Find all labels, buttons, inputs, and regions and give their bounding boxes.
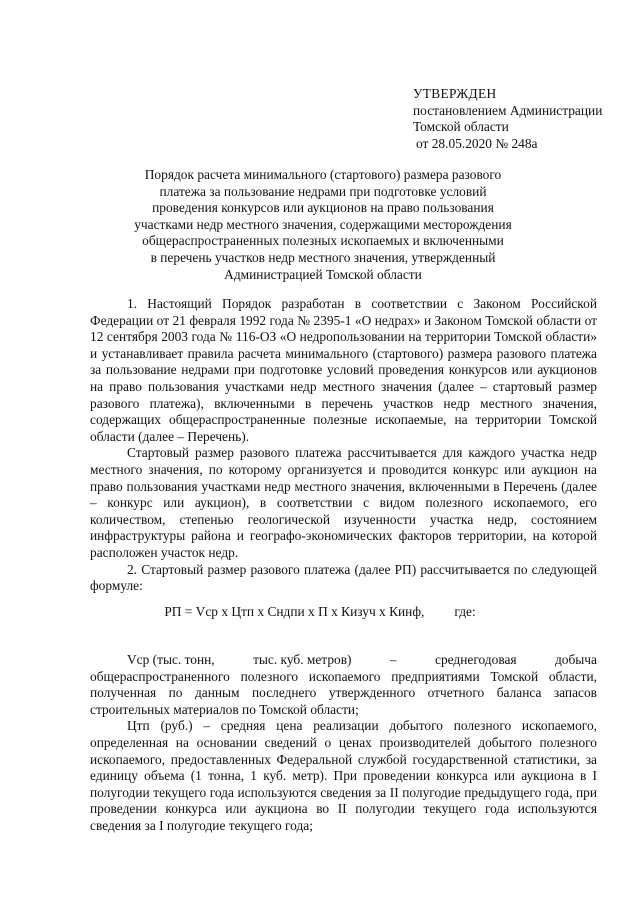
vcp-col: среднегодовая bbox=[435, 652, 517, 667]
formula-expression: РП = Vср x Цтп x Сндпи x П x Кизуч x Кинф, bbox=[164, 604, 425, 619]
title-line: Администрацией Томской области bbox=[224, 266, 422, 282]
approval-line: Томской области bbox=[413, 119, 509, 135]
vcp-col: Vср (тыс. тонн, bbox=[127, 652, 215, 667]
document-title bbox=[130, 167, 516, 283]
title-line: проведения конкурсов или аукционов на право пользования bbox=[152, 200, 494, 216]
approval-date-line: от 28.05.2020 № 248а bbox=[416, 135, 538, 151]
formula bbox=[0, 604, 640, 621]
title-line: в перечень участков недр местного значения, утвержденный bbox=[150, 249, 496, 265]
title-line: общераспространенных полезных ископаемых и включенными bbox=[142, 233, 504, 249]
formula-suffix: где: bbox=[454, 604, 476, 619]
approval-line: постановлением Администрации bbox=[413, 102, 603, 118]
vcp-col: – bbox=[389, 652, 397, 667]
definition-vcp-rest: общераспространенного полезного ископаемого предприятиями Томской области, полученная по данным последнего утвержденного отчетного баланса запасов строительных материалов по Томской области; bbox=[90, 668, 597, 717]
definitions bbox=[90, 652, 597, 835]
approval-heading: УТВЕРЖДЕН bbox=[413, 86, 497, 101]
paragraph-2: Стартовый размер разового платежа рассчитывается для каждого участка недр местного значения, по которому организуется и проводится конкурс или аукцион на право пользования участками недр местного значения, включенными в Перечень (далее – конкурс или аукцион), в соответствии с видом полезного ископаемого, его количеством, степенью геологической изученности участка недр, состоянием инфраструктуры района и географо-экономических факторов территории, на которой расположен участок недр. bbox=[90, 445, 597, 560]
vcp-col: добыча bbox=[554, 652, 597, 667]
paragraph-1: 1. Настоящий Порядок разработан в соответствии с Законом Российской Федерации от 21 февраля 1992 года № 2395-1 «О недрах» и Законом Томской области от 12 сентября 2003 года № 116-ОЗ «О недропользовании на территории Томской области» и устанавливает правила расчета минимального (стартового) размера разового платежа за пользование недрами при подготовке условий проведения конкурсов или аукционов на право пользования участками недр местного значения (далее – стартовый размер разового платежа), включенными в перечень участков недр местного значения, содержащих общераспространенные полезные ископаемые, на территории Томской области (далее – Перечень). bbox=[90, 296, 597, 444]
paragraph-3: 2. Стартовый размер разового платежа (далее РП) рассчитывается по следующей формуле: bbox=[90, 561, 597, 594]
title-line: платежа за пользование недрами при подготовке условий bbox=[159, 183, 487, 199]
definition-ctp: Цтп (руб.) – средняя цена реализации добытого полезного ископаемого, определенная на основании сведений о ценах производителей добытого полезного ископаемого, предоставленных Федеральной службой государственной статистики, за единицу объема (1 тонна, 1 куб. метр). При проведении конкурса или аукциона в I полугодии текущего года используются сведения за II полугодие предыдущего года, при проведении конкурса или аукциона во II полугодии текущего года используются сведения за I полугодие текущего года; bbox=[90, 718, 597, 833]
title-line: участками недр местного значения, содержащими месторождения bbox=[134, 216, 512, 232]
body-section bbox=[90, 296, 597, 595]
approval-stamp bbox=[413, 86, 633, 152]
definition-vcp-head bbox=[90, 652, 597, 669]
title-line: Порядок расчета минимального (стартового) размера разового bbox=[144, 167, 502, 182]
vcp-col: тыс. куб. метров) bbox=[253, 652, 352, 667]
